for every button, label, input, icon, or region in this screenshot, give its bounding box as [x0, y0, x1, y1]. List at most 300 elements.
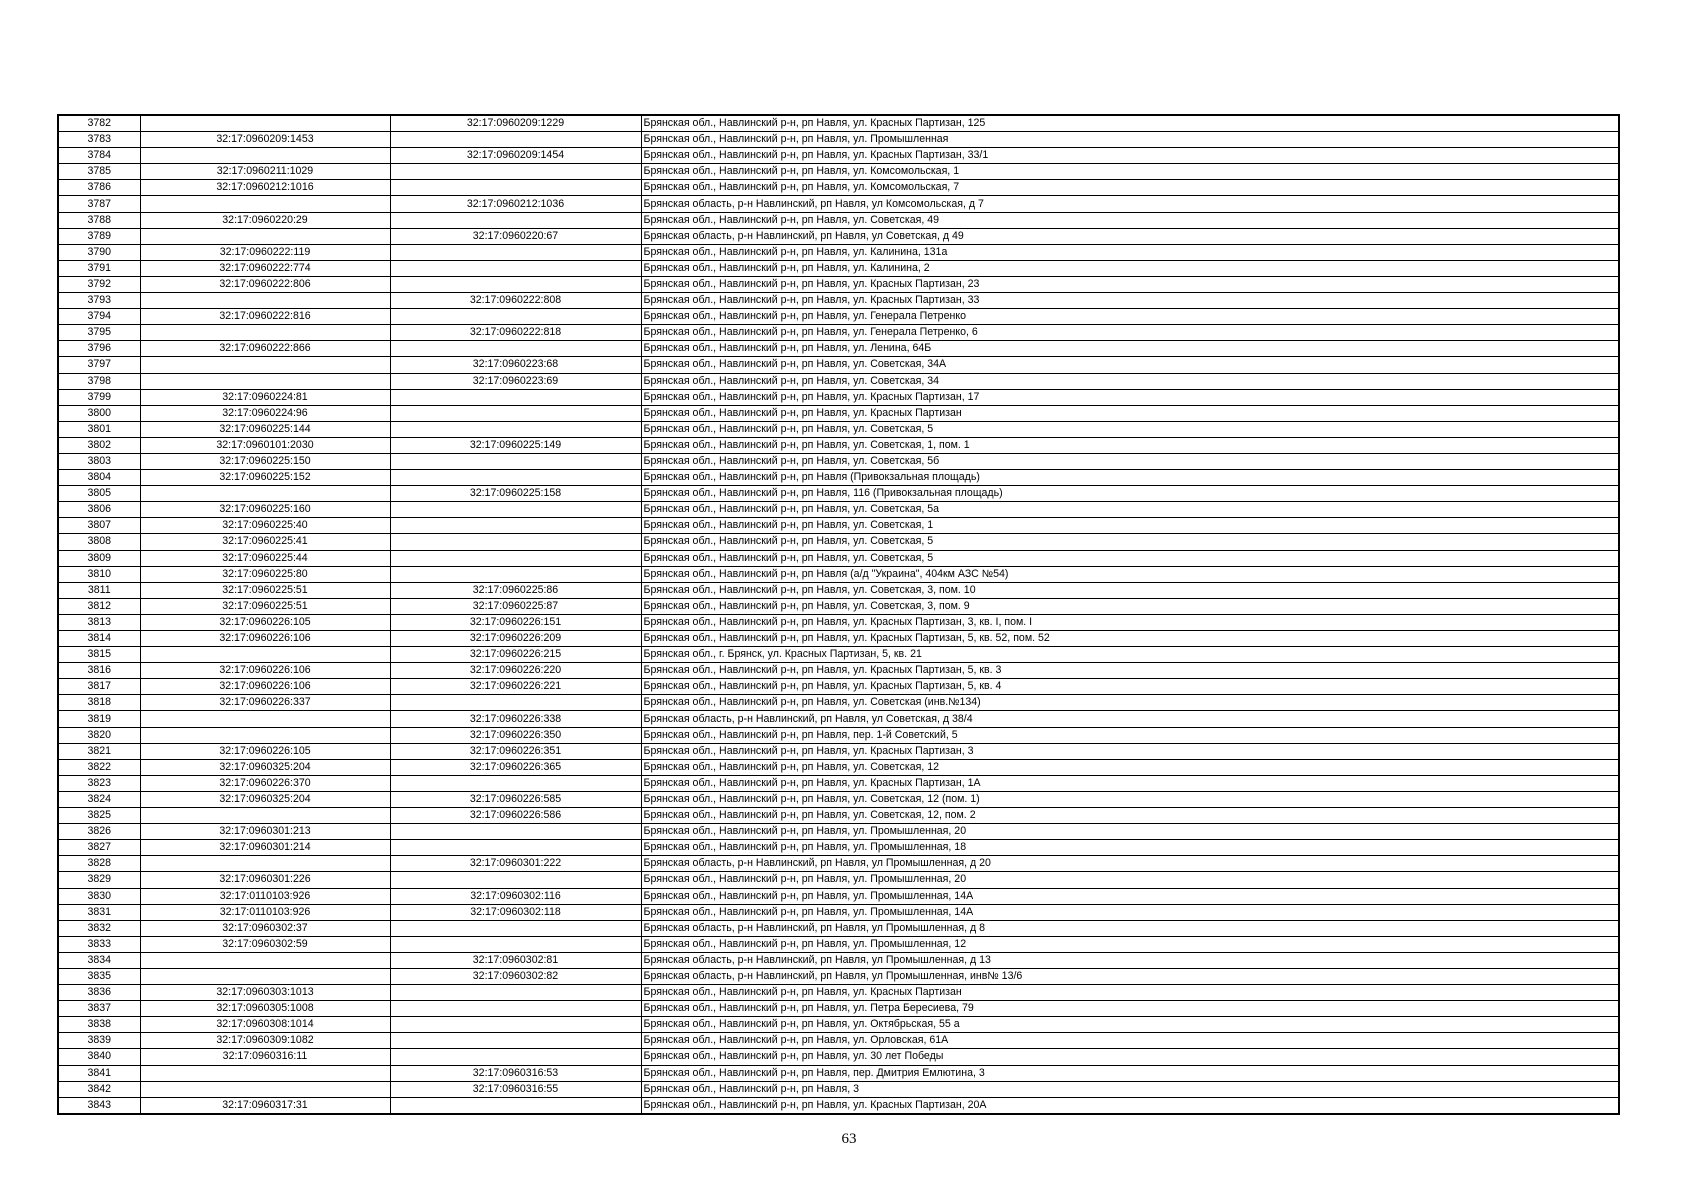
object-cadastral-number-cell: 32:17:0960222:808 — [390, 293, 641, 309]
object-cadastral-number-cell — [390, 1001, 641, 1017]
land-cadastral-number-cell: 32:17:0960302:59 — [140, 936, 390, 952]
address-cell: Брянская обл., Навлинский р-н, рп Навля, ул. Советская, 34А — [641, 357, 1619, 373]
address-cell: Брянская обл., Навлинский р-н, рп Навля, ул. 30 лет Победы — [641, 1049, 1619, 1065]
land-cadastral-number-cell: 32:17:0960225:150 — [140, 453, 390, 469]
row-number-cell: 3797 — [58, 357, 140, 373]
object-cadastral-number-cell — [390, 180, 641, 196]
table-row — [58, 1081, 1619, 1097]
row-number-cell: 3786 — [58, 180, 140, 196]
table-row — [58, 904, 1619, 920]
object-cadastral-number-cell: 32:17:0960226:209 — [390, 631, 641, 647]
land-cadastral-number-cell — [140, 373, 390, 389]
land-cadastral-number-cell: 32:17:0960225:144 — [140, 421, 390, 437]
land-cadastral-number-cell: 32:17:0960308:1014 — [140, 1017, 390, 1033]
table-row — [58, 824, 1619, 840]
row-number-cell: 3820 — [58, 727, 140, 743]
table-row — [58, 453, 1619, 469]
object-cadastral-number-cell — [390, 920, 641, 936]
table-row — [58, 486, 1619, 502]
table-row — [58, 695, 1619, 711]
land-cadastral-number-cell — [140, 148, 390, 164]
object-cadastral-number-cell — [390, 775, 641, 791]
land-cadastral-number-cell: 32:17:0960225:40 — [140, 518, 390, 534]
land-cadastral-number-cell: 32:17:0960226:106 — [140, 663, 390, 679]
table-row — [58, 405, 1619, 421]
row-number-cell: 3818 — [58, 695, 140, 711]
land-cadastral-number-cell: 32:17:0960225:152 — [140, 470, 390, 486]
object-cadastral-number-cell: 32:17:0960226:350 — [390, 727, 641, 743]
address-cell: Брянская обл., Навлинский р-н, рп Навля, ул. Советская, 5 — [641, 550, 1619, 566]
row-number-cell: 3792 — [58, 276, 140, 292]
address-cell: Брянская обл., Навлинский р-н, рп Навля, ул. Промышленная, 12 — [641, 936, 1619, 952]
table-row — [58, 952, 1619, 968]
table-row — [58, 920, 1619, 936]
table-row — [58, 132, 1619, 148]
table-row — [58, 1097, 1619, 1114]
land-cadastral-number-cell: 32:17:0960222:866 — [140, 341, 390, 357]
row-number-cell: 3785 — [58, 164, 140, 180]
object-cadastral-number-cell: 32:17:0960223:68 — [390, 357, 641, 373]
object-cadastral-number-cell — [390, 276, 641, 292]
object-cadastral-number-cell: 32:17:0960302:81 — [390, 952, 641, 968]
land-cadastral-number-cell: 32:17:0960301:226 — [140, 872, 390, 888]
object-cadastral-number-cell: 32:17:0960226:220 — [390, 663, 641, 679]
object-cadastral-number-cell — [390, 1049, 641, 1065]
row-number-cell: 3794 — [58, 309, 140, 325]
address-cell: Брянская обл., Навлинский р-н, рп Навля, ул. Советская, 5б — [641, 453, 1619, 469]
row-number-cell: 3810 — [58, 566, 140, 582]
row-number-cell: 3835 — [58, 968, 140, 984]
address-cell: Брянская область, р-н Навлинский, рп Навля, ул Комсомольская, д 7 — [641, 196, 1619, 212]
table-row — [58, 389, 1619, 405]
land-cadastral-number-cell: 32:17:0960226:337 — [140, 695, 390, 711]
address-cell: Брянская обл., Навлинский р-н, рп Навля, ул. Советская, 5 — [641, 534, 1619, 550]
land-cadastral-number-cell — [140, 1065, 390, 1081]
land-cadastral-number-cell: 32:17:0960309:1082 — [140, 1033, 390, 1049]
table-row — [58, 550, 1619, 566]
row-number-cell: 3812 — [58, 598, 140, 614]
table-row — [58, 775, 1619, 791]
land-cadastral-number-cell: 32:17:0960301:213 — [140, 824, 390, 840]
address-cell: Брянская обл., Навлинский р-н, рп Навля, ул. Советская, 1, пом. 1 — [641, 437, 1619, 453]
row-number-cell: 3816 — [58, 663, 140, 679]
address-cell: Брянская обл., Навлинский р-н, рп Навля, ул. Орловская, 61А — [641, 1033, 1619, 1049]
land-cadastral-number-cell — [140, 808, 390, 824]
address-cell: Брянская обл., Навлинский р-н, рп Навля, ул. Красных Партизан, 5, кв. 3 — [641, 663, 1619, 679]
land-cadastral-number-cell: 32:17:0960222:774 — [140, 260, 390, 276]
land-cadastral-number-cell: 32:17:0960224:96 — [140, 405, 390, 421]
address-cell: Брянская обл., Навлинский р-н, рп Навля, ул. Промышленная, 14А — [641, 888, 1619, 904]
land-cadastral-number-cell: 32:17:0960317:31 — [140, 1097, 390, 1114]
address-cell: Брянская область, р-н Навлинский, рп Навля, ул Промышленная, д 8 — [641, 920, 1619, 936]
row-number-cell: 3804 — [58, 470, 140, 486]
object-cadastral-number-cell: 32:17:0960226:585 — [390, 791, 641, 807]
address-cell: Брянская обл., Навлинский р-н, рп Навля, ул. Советская, 49 — [641, 212, 1619, 228]
address-cell: Брянская обл., Навлинский р-н, рп Навля (а/д "Украина", 404км АЗС №54) — [641, 566, 1619, 582]
row-number-cell: 3821 — [58, 743, 140, 759]
table-row — [58, 727, 1619, 743]
object-cadastral-number-cell: 32:17:0960226:365 — [390, 759, 641, 775]
land-cadastral-number-cell: 32:17:0960301:214 — [140, 840, 390, 856]
address-cell: Брянская обл., Навлинский р-н, рп Навля, ул. Советская, 12 — [641, 759, 1619, 775]
row-number-cell: 3802 — [58, 437, 140, 453]
address-cell: Брянская обл., Навлинский р-н, рп Навля, ул. Калинина, 2 — [641, 260, 1619, 276]
land-cadastral-number-cell: 32:17:0110103:926 — [140, 888, 390, 904]
object-cadastral-number-cell — [390, 1033, 641, 1049]
land-cadastral-number-cell: 32:17:0960226:105 — [140, 614, 390, 630]
address-cell: Брянская обл., Навлинский р-н, рп Навля, ул. Калинина, 131а — [641, 244, 1619, 260]
table-row — [58, 598, 1619, 614]
row-number-cell: 3799 — [58, 389, 140, 405]
object-cadastral-number-cell — [390, 824, 641, 840]
row-number-cell: 3783 — [58, 132, 140, 148]
address-cell: Брянская обл., Навлинский р-н, рп Навля, ул. Красных Партизан, 33/1 — [641, 148, 1619, 164]
address-cell: Брянская обл., Навлинский р-н, рп Навля, ул. Советская, 3, пом. 9 — [641, 598, 1619, 614]
table-row — [58, 1049, 1619, 1065]
row-number-cell: 3817 — [58, 679, 140, 695]
object-cadastral-number-cell — [390, 260, 641, 276]
land-cadastral-number-cell: 32:17:0960211:1029 — [140, 164, 390, 180]
row-number-cell: 3825 — [58, 808, 140, 824]
address-cell: Брянская обл., Навлинский р-н, рп Навля, ул. Промышленная — [641, 132, 1619, 148]
land-cadastral-number-cell: 32:17:0960222:806 — [140, 276, 390, 292]
table-row — [58, 840, 1619, 856]
row-number-cell: 3790 — [58, 244, 140, 260]
land-cadastral-number-cell: 32:17:0960222:816 — [140, 309, 390, 325]
address-cell: Брянская обл., Навлинский р-н, рп Навля, пер. 1-й Советский, 5 — [641, 727, 1619, 743]
object-cadastral-number-cell — [390, 550, 641, 566]
land-cadastral-number-cell: 32:17:0960303:1013 — [140, 985, 390, 1001]
row-number-cell: 3838 — [58, 1017, 140, 1033]
row-number-cell: 3788 — [58, 212, 140, 228]
table-row — [58, 228, 1619, 244]
address-cell: Брянская обл., Навлинский р-н, рп Навля, ул. Советская, 5а — [641, 502, 1619, 518]
row-number-cell: 3789 — [58, 228, 140, 244]
table-row — [58, 518, 1619, 534]
row-number-cell: 3795 — [58, 325, 140, 341]
row-number-cell: 3831 — [58, 904, 140, 920]
object-cadastral-number-cell: 32:17:0960226:351 — [390, 743, 641, 759]
address-cell: Брянская обл., Навлинский р-н, рп Навля, ул. Красных Партизан, 3, кв. I, пом. I — [641, 614, 1619, 630]
object-cadastral-number-cell: 32:17:0960220:67 — [390, 228, 641, 244]
table-row — [58, 180, 1619, 196]
land-cadastral-number-cell: 32:17:0960225:51 — [140, 598, 390, 614]
address-cell: Брянская обл., Навлинский р-н, рп Навля, ул. Красных Партизан, 125 — [641, 115, 1619, 132]
object-cadastral-number-cell — [390, 985, 641, 1001]
address-cell: Брянская обл., Навлинский р-н, рп Навля, ул. Советская, 3, пом. 10 — [641, 582, 1619, 598]
address-cell: Брянская обл., Навлинский р-н, рп Навля, ул. Октябрьская, 55 а — [641, 1017, 1619, 1033]
land-cadastral-number-cell: 32:17:0960225:80 — [140, 566, 390, 582]
land-cadastral-number-cell — [140, 293, 390, 309]
land-cadastral-number-cell: 32:17:0960325:204 — [140, 759, 390, 775]
table-row — [58, 711, 1619, 727]
address-cell: Брянская обл., Навлинский р-н, рп Навля, ул. Промышленная, 18 — [641, 840, 1619, 856]
land-cadastral-number-cell — [140, 196, 390, 212]
land-cadastral-number-cell: 32:17:0960101:2030 — [140, 437, 390, 453]
address-cell: Брянская обл., Навлинский р-н, рп Навля, ул. Промышленная, 14А — [641, 904, 1619, 920]
land-cadastral-number-cell: 32:17:0960225:160 — [140, 502, 390, 518]
object-cadastral-number-cell — [390, 309, 641, 325]
row-number-cell: 3836 — [58, 985, 140, 1001]
object-cadastral-number-cell — [390, 534, 641, 550]
address-cell: Брянская обл., Навлинский р-н, рп Навля, ул. Советская, 1 — [641, 518, 1619, 534]
table-row — [58, 534, 1619, 550]
object-cadastral-number-cell — [390, 341, 641, 357]
address-cell: Брянская обл., Навлинский р-н, рп Навля, ул. Советская (инв.№134) — [641, 695, 1619, 711]
table-row — [58, 936, 1619, 952]
address-cell: Брянская обл., Навлинский р-н, рп Навля, ул. Советская, 12 (пом. 1) — [641, 791, 1619, 807]
table-row — [58, 614, 1619, 630]
object-cadastral-number-cell — [390, 1017, 641, 1033]
address-cell: Брянская обл., Навлинский р-н, рп Навля, пер. Дмитрия Емлютина, 3 — [641, 1065, 1619, 1081]
table-row — [58, 791, 1619, 807]
row-number-cell: 3837 — [58, 1001, 140, 1017]
row-number-cell: 3839 — [58, 1033, 140, 1049]
row-number-cell: 3800 — [58, 405, 140, 421]
land-cadastral-number-cell: 32:17:0960325:204 — [140, 791, 390, 807]
land-cadastral-number-cell: 32:17:0960302:37 — [140, 920, 390, 936]
row-number-cell: 3782 — [58, 115, 140, 132]
object-cadastral-number-cell — [390, 566, 641, 582]
object-cadastral-number-cell: 32:17:0960226:221 — [390, 679, 641, 695]
land-cadastral-number-cell — [140, 968, 390, 984]
object-cadastral-number-cell: 32:17:0960226:215 — [390, 647, 641, 663]
table-row — [58, 663, 1619, 679]
address-cell: Брянская обл., Навлинский р-н, рп Навля, ул. Красных Партизан, 1А — [641, 775, 1619, 791]
row-number-cell: 3822 — [58, 759, 140, 775]
land-cadastral-number-cell: 32:17:0960224:81 — [140, 389, 390, 405]
row-number-cell: 3811 — [58, 582, 140, 598]
land-cadastral-number-cell — [140, 1081, 390, 1097]
object-cadastral-number-cell — [390, 244, 641, 260]
land-cadastral-number-cell — [140, 115, 390, 132]
object-cadastral-number-cell — [390, 164, 641, 180]
object-cadastral-number-cell — [390, 1097, 641, 1114]
row-number-cell: 3827 — [58, 840, 140, 856]
land-cadastral-number-cell — [140, 856, 390, 872]
land-cadastral-number-cell: 32:17:0960222:119 — [140, 244, 390, 260]
land-cadastral-number-cell: 32:17:0960316:11 — [140, 1049, 390, 1065]
address-cell: Брянская обл., Навлинский р-н, рп Навля, ул. Комсомольская, 7 — [641, 180, 1619, 196]
address-cell: Брянская обл., Навлинский р-н, рп Навля, 116 (Привокзальная площадь) — [641, 486, 1619, 502]
address-cell: Брянская обл., Навлинский р-н, рп Навля, ул. Красных Партизан, 20А — [641, 1097, 1619, 1114]
row-number-cell: 3832 — [58, 920, 140, 936]
row-number-cell: 3796 — [58, 341, 140, 357]
row-number-cell: 3824 — [58, 791, 140, 807]
address-cell: Брянская обл., Навлинский р-н, рп Навля, ул. Красных Партизан, 3 — [641, 743, 1619, 759]
address-cell: Брянская обл., Навлинский р-н, рп Навля, ул. Красных Партизан, 5, кв. 4 — [641, 679, 1619, 695]
land-cadastral-number-cell: 32:17:0960225:41 — [140, 534, 390, 550]
table-row — [58, 196, 1619, 212]
table-row — [58, 357, 1619, 373]
address-cell: Брянская обл., Навлинский р-н, рп Навля, ул. Промышленная, 20 — [641, 872, 1619, 888]
land-cadastral-number-cell — [140, 647, 390, 663]
table-row — [58, 148, 1619, 164]
address-cell: Брянская обл., Навлинский р-н, рп Навля, ул. Советская, 12, пом. 2 — [641, 808, 1619, 824]
land-cadastral-number-cell — [140, 952, 390, 968]
land-cadastral-number-cell: 32:17:0110103:926 — [140, 904, 390, 920]
address-cell: Брянская обл., Навлинский р-н, рп Навля, ул. Советская, 34 — [641, 373, 1619, 389]
address-cell: Брянская обл., Навлинский р-н, рп Навля, ул. Красных Партизан — [641, 985, 1619, 1001]
table-row — [58, 647, 1619, 663]
address-cell: Брянская область, р-н Навлинский, рп Навля, ул Советская, д 38/4 — [641, 711, 1619, 727]
table-row — [58, 808, 1619, 824]
object-cadastral-number-cell: 32:17:0960316:55 — [390, 1081, 641, 1097]
table-row — [58, 743, 1619, 759]
row-number-cell: 3826 — [58, 824, 140, 840]
registry-table-body — [58, 115, 1619, 1114]
row-number-cell: 3793 — [58, 293, 140, 309]
address-cell: Брянская область, р-н Навлинский, рп Навля, ул Промышленная, д 13 — [641, 952, 1619, 968]
registry-sheet — [57, 114, 1618, 1115]
object-cadastral-number-cell: 32:17:0960225:86 — [390, 582, 641, 598]
object-cadastral-number-cell — [390, 840, 641, 856]
table-row — [58, 293, 1619, 309]
row-number-cell: 3830 — [58, 888, 140, 904]
row-number-cell: 3813 — [58, 614, 140, 630]
table-row — [58, 164, 1619, 180]
row-number-cell: 3807 — [58, 518, 140, 534]
table-row — [58, 1001, 1619, 1017]
object-cadastral-number-cell — [390, 132, 641, 148]
object-cadastral-number-cell — [390, 453, 641, 469]
address-cell: Брянская обл., Навлинский р-н, рп Навля, ул. Комсомольская, 1 — [641, 164, 1619, 180]
table-row — [58, 373, 1619, 389]
address-cell: Брянская обл., Навлинский р-н, рп Навля, ул. Ленина, 64Б — [641, 341, 1619, 357]
land-cadastral-number-cell: 32:17:0960225:51 — [140, 582, 390, 598]
row-number-cell: 3798 — [58, 373, 140, 389]
object-cadastral-number-cell — [390, 872, 641, 888]
object-cadastral-number-cell: 32:17:0960302:82 — [390, 968, 641, 984]
table-row — [58, 856, 1619, 872]
object-cadastral-number-cell: 32:17:0960302:116 — [390, 888, 641, 904]
address-cell: Брянская обл., Навлинский р-н, рп Навля, ул. Генерала Петренко — [641, 309, 1619, 325]
address-cell: Брянская обл., г. Брянск, ул. Красных Партизан, 5, кв. 21 — [641, 647, 1619, 663]
table-row — [58, 888, 1619, 904]
table-row — [58, 679, 1619, 695]
table-row — [58, 260, 1619, 276]
row-number-cell: 3834 — [58, 952, 140, 968]
land-cadastral-number-cell — [140, 711, 390, 727]
address-cell: Брянская обл., Навлинский р-н, рп Навля, ул. Советская, 5 — [641, 421, 1619, 437]
land-cadastral-number-cell: 32:17:0960226:105 — [140, 743, 390, 759]
object-cadastral-number-cell — [390, 421, 641, 437]
page-number: 63 — [841, 1131, 857, 1147]
object-cadastral-number-cell: 32:17:0960302:118 — [390, 904, 641, 920]
land-cadastral-number-cell: 32:17:0960226:106 — [140, 679, 390, 695]
object-cadastral-number-cell: 32:17:0960222:818 — [390, 325, 641, 341]
address-cell: Брянская обл., Навлинский р-н, рп Навля, ул. Петра Бересиева, 79 — [641, 1001, 1619, 1017]
address-cell: Брянская обл., Навлинский р-н, рп Навля, ул. Красных Партизан, 23 — [641, 276, 1619, 292]
object-cadastral-number-cell: 32:17:0960226:338 — [390, 711, 641, 727]
address-cell: Брянская обл., Навлинский р-н, рп Навля, ул. Красных Партизан — [641, 405, 1619, 421]
land-cadastral-number-cell: 32:17:0960226:370 — [140, 775, 390, 791]
row-number-cell: 3791 — [58, 260, 140, 276]
table-row — [58, 341, 1619, 357]
object-cadastral-number-cell: 32:17:0960225:149 — [390, 437, 641, 453]
land-cadastral-number-cell: 32:17:0960226:106 — [140, 631, 390, 647]
table-row — [58, 115, 1619, 132]
table-row — [58, 502, 1619, 518]
object-cadastral-number-cell: 32:17:0960226:586 — [390, 808, 641, 824]
row-number-cell: 3801 — [58, 421, 140, 437]
address-cell: Брянская обл., Навлинский р-н, рп Навля, 3 — [641, 1081, 1619, 1097]
land-cadastral-number-cell — [140, 727, 390, 743]
table-row — [58, 872, 1619, 888]
object-cadastral-number-cell: 32:17:0960226:151 — [390, 614, 641, 630]
land-cadastral-number-cell: 32:17:0960305:1008 — [140, 1001, 390, 1017]
row-number-cell: 3806 — [58, 502, 140, 518]
land-cadastral-number-cell — [140, 486, 390, 502]
cadastral-registry-table — [57, 114, 1620, 1115]
object-cadastral-number-cell: 32:17:0960212:1036 — [390, 196, 641, 212]
land-cadastral-number-cell: 32:17:0960220:29 — [140, 212, 390, 228]
address-cell: Брянская обл., Навлинский р-н, рп Навля, ул. Красных Партизан, 33 — [641, 293, 1619, 309]
row-number-cell: 3787 — [58, 196, 140, 212]
table-row — [58, 985, 1619, 1001]
address-cell: Брянская область, р-н Навлинский, рп Навля, ул Промышленная, инв№ 13/6 — [641, 968, 1619, 984]
land-cadastral-number-cell — [140, 325, 390, 341]
table-row — [58, 276, 1619, 292]
row-number-cell: 3828 — [58, 856, 140, 872]
object-cadastral-number-cell: 32:17:0960223:69 — [390, 373, 641, 389]
row-number-cell: 3808 — [58, 534, 140, 550]
object-cadastral-number-cell — [390, 405, 641, 421]
address-cell: Брянская обл., Навлинский р-н, рп Навля, ул. Промышленная, 20 — [641, 824, 1619, 840]
table-row — [58, 968, 1619, 984]
table-row — [58, 1033, 1619, 1049]
row-number-cell: 3819 — [58, 711, 140, 727]
row-number-cell: 3842 — [58, 1081, 140, 1097]
object-cadastral-number-cell: 32:17:0960316:53 — [390, 1065, 641, 1081]
object-cadastral-number-cell: 32:17:0960225:87 — [390, 598, 641, 614]
address-cell: Брянская обл., Навлинский р-н, рп Навля, ул. Красных Партизан, 17 — [641, 389, 1619, 405]
address-cell: Брянская обл., Навлинский р-н, рп Навля, ул. Генерала Петренко, 6 — [641, 325, 1619, 341]
object-cadastral-number-cell: 32:17:0960225:158 — [390, 486, 641, 502]
row-number-cell: 3843 — [58, 1097, 140, 1114]
land-cadastral-number-cell: 32:17:0960225:44 — [140, 550, 390, 566]
address-cell: Брянская область, р-н Навлинский, рп Навля, ул Советская, д 49 — [641, 228, 1619, 244]
row-number-cell: 3803 — [58, 453, 140, 469]
table-row — [58, 566, 1619, 582]
row-number-cell: 3784 — [58, 148, 140, 164]
row-number-cell: 3823 — [58, 775, 140, 791]
object-cadastral-number-cell: 32:17:0960209:1229 — [390, 115, 641, 132]
table-row — [58, 1017, 1619, 1033]
address-cell: Брянская обл., Навлинский р-н, рп Навля, ул. Красных Партизан, 5, кв. 52, пом. 52 — [641, 631, 1619, 647]
object-cadastral-number-cell — [390, 470, 641, 486]
row-number-cell: 3805 — [58, 486, 140, 502]
land-cadastral-number-cell — [140, 357, 390, 373]
table-row — [58, 244, 1619, 260]
object-cadastral-number-cell — [390, 518, 641, 534]
table-row — [58, 212, 1619, 228]
object-cadastral-number-cell — [390, 936, 641, 952]
row-number-cell: 3814 — [58, 631, 140, 647]
table-row — [58, 631, 1619, 647]
land-cadastral-number-cell: 32:17:0960212:1016 — [140, 180, 390, 196]
table-row — [58, 1065, 1619, 1081]
table-row — [58, 582, 1619, 598]
table-row — [58, 470, 1619, 486]
table-row — [58, 437, 1619, 453]
object-cadastral-number-cell: 32:17:0960209:1454 — [390, 148, 641, 164]
row-number-cell: 3815 — [58, 647, 140, 663]
table-row — [58, 325, 1619, 341]
address-cell: Брянская область, р-н Навлинский, рп Навля, ул Промышленная, д 20 — [641, 856, 1619, 872]
table-row — [58, 421, 1619, 437]
table-row — [58, 309, 1619, 325]
